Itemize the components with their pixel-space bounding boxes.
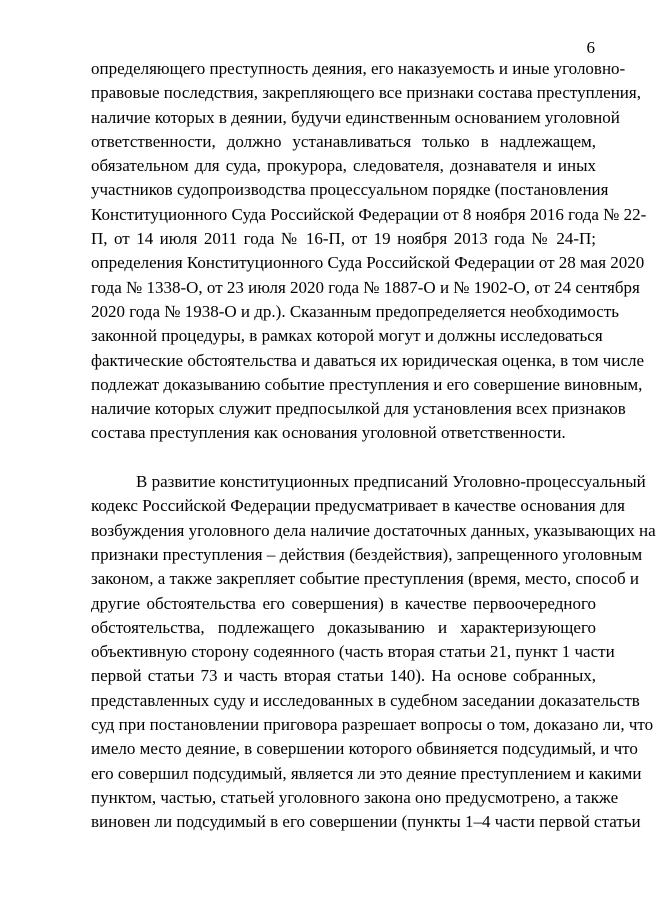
text-line: ответственности, должно устанавливаться только в надлежащем, [91, 131, 596, 151]
text-line: состава преступления как основания уголовной ответственности. [91, 423, 566, 443]
text-line: имело место деяние, в совершении которого обвиняется подсудимый, и что [91, 739, 638, 759]
text-line: 2020 года № 1938-О и др.). Сказанным предопределяется необходимость [91, 301, 620, 321]
page-number: 6 [586, 38, 595, 57]
text-line: правовые последствия, закрепляющего все признаки состава преступления, [91, 83, 641, 103]
text-line: виновен ли подсудимый в его совершении (пункты 1–4 части первой статьи [91, 812, 641, 832]
text-line: участников судопроизводства процессуальном порядке (постановления [91, 180, 609, 200]
text-line: обязательном для суда, прокурора, следователя, дознавателя и иных [91, 156, 596, 176]
text-line: представленных суду и исследованных в судебном заседании доказательств [91, 690, 640, 710]
text-line: объективную сторону содеянного (часть вторая статьи 21, пункт 1 части [91, 642, 615, 662]
text-line: кодекс Российской Федерации предусматривает в качестве основания для [91, 496, 625, 516]
text-line: возбуждения уголовного дела наличие достаточных данных, указывающих на [91, 520, 656, 540]
text-line: года № 1338-О, от 23 июля 2020 года № 1887-О и № 1902-О, от 24 сентября [91, 277, 640, 297]
text-line: Конституционного Суда Российской Федерации от 8 ноября 2016 года № 22- [91, 204, 647, 224]
text-line: подлежат доказыванию событие преступления и его совершение виновным, [91, 374, 643, 394]
text-line: фактические обстоятельства и даваться их юридическая оценка, в том числе [91, 350, 645, 370]
text-line: пунктом, частью, статьей уголовного закона оно предусмотрено, а также [91, 787, 619, 807]
text-line: законом, а также закрепляет событие преступления (время, место, способ и [91, 569, 639, 589]
text-line: признаки преступления – действия (бездействия), запрещенного уголовным [91, 544, 643, 564]
text-line: определяющего преступность деяния, его наказуемость и иные уголовно- [91, 59, 626, 78]
text-line: П, от 14 июля 2011 года № 16-П, от 19 ноября 2013 года № 24-П; [91, 229, 596, 249]
paragraph-2 [91, 470, 656, 834]
text-line: законной процедуры, в рамках которой могут и должны исследоваться [91, 326, 603, 346]
text-line: обстоятельства, подлежащего доказыванию и характеризующего [91, 617, 596, 637]
paragraph-spacer [91, 446, 596, 470]
text-line: наличие которых служит предпосылкой для установления всех признаков [91, 399, 626, 419]
text-line: наличие которых в деянии, будучи единственным основанием уголовной [91, 107, 620, 127]
text-line: суд при постановлении приговора разрешает вопросы о том, доказано ли, что [91, 715, 654, 735]
paragraph-1 [91, 57, 647, 446]
text-line: другие обстоятельства его совершения) в качестве первоочередного [91, 593, 596, 613]
text-line: В развитие конституционных предписаний Уголовно-процессуальный [136, 472, 646, 492]
text-line: определения Конституционного Суда Российской Федерации от 28 мая 2020 [91, 253, 645, 273]
document-body [91, 57, 656, 835]
text-line: первой статьи 73 и часть вторая статьи 140). На основе собранных, [91, 666, 596, 686]
text-line: его совершил подсудимый, является ли это деяние преступлением и какими [91, 763, 642, 783]
